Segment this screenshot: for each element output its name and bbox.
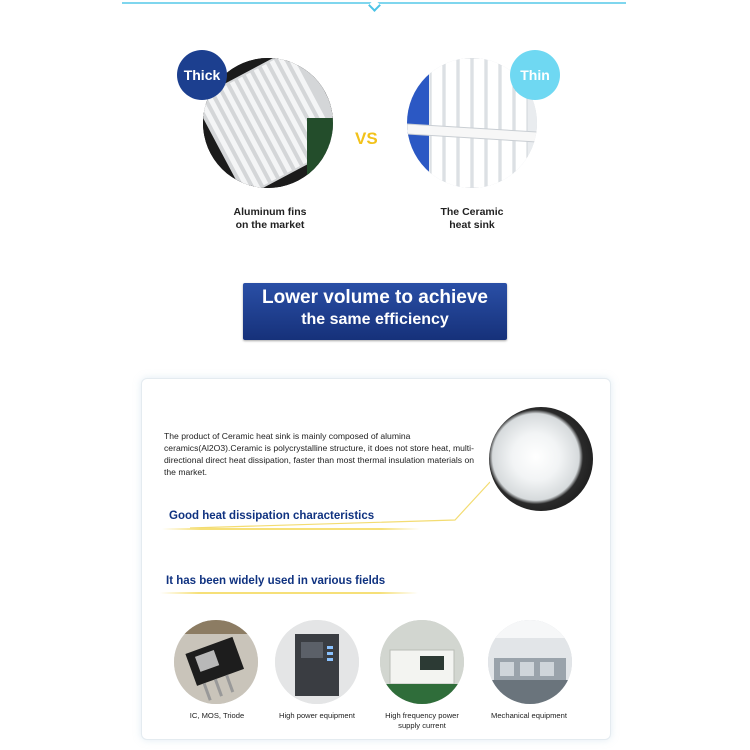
ceramic-caption-line1: The Ceramic	[440, 206, 504, 218]
application-caption-line1: High frequency power	[385, 711, 459, 720]
thick-badge: Thick	[177, 50, 227, 100]
high-power-equipment-image	[275, 620, 359, 704]
section2-underline	[160, 592, 418, 594]
high-frequency-power-supply-image	[380, 620, 464, 704]
alumina-powder-image	[489, 407, 593, 511]
ceramic-caption-line2: heat sink	[449, 219, 495, 231]
aluminum-caption-line2: on the market	[235, 219, 305, 231]
headline-line2: the same efficiency	[301, 311, 449, 328]
aluminum-caption	[195, 206, 345, 232]
thin-badge: Thin	[510, 50, 560, 100]
ic-mos-triode-image	[174, 620, 258, 704]
section-title-applications: It has been widely used in various fields	[166, 575, 386, 587]
efficiency-headline	[243, 283, 507, 340]
vs-label: VS	[355, 129, 378, 148]
application-caption: Mechanical equipment	[491, 711, 567, 720]
application-caption: High power equipment	[279, 711, 355, 720]
headline-line1: Lower volume to achieve	[262, 287, 488, 308]
aluminum-caption-line1: Aluminum fins	[233, 206, 307, 218]
mechanical-equipment-image	[488, 620, 572, 704]
ceramic-caption	[397, 206, 547, 232]
application-caption-line2: supply current	[398, 721, 446, 730]
product-description: The product of Ceramic heat sink is mainly composed of alumina ceramics(Al2O3).Ceramic is polycrystalline structure, it does not store heat, multi-directional direct heat dissipation, faster than most thermal insulation materials on the market.	[164, 431, 475, 477]
application-caption	[370, 711, 474, 731]
section1-underline	[162, 528, 420, 530]
section-title-heat-dissipation: Good heat dissipation characteristics	[169, 510, 375, 522]
application-caption: IC, MOS, Triode	[189, 711, 245, 720]
